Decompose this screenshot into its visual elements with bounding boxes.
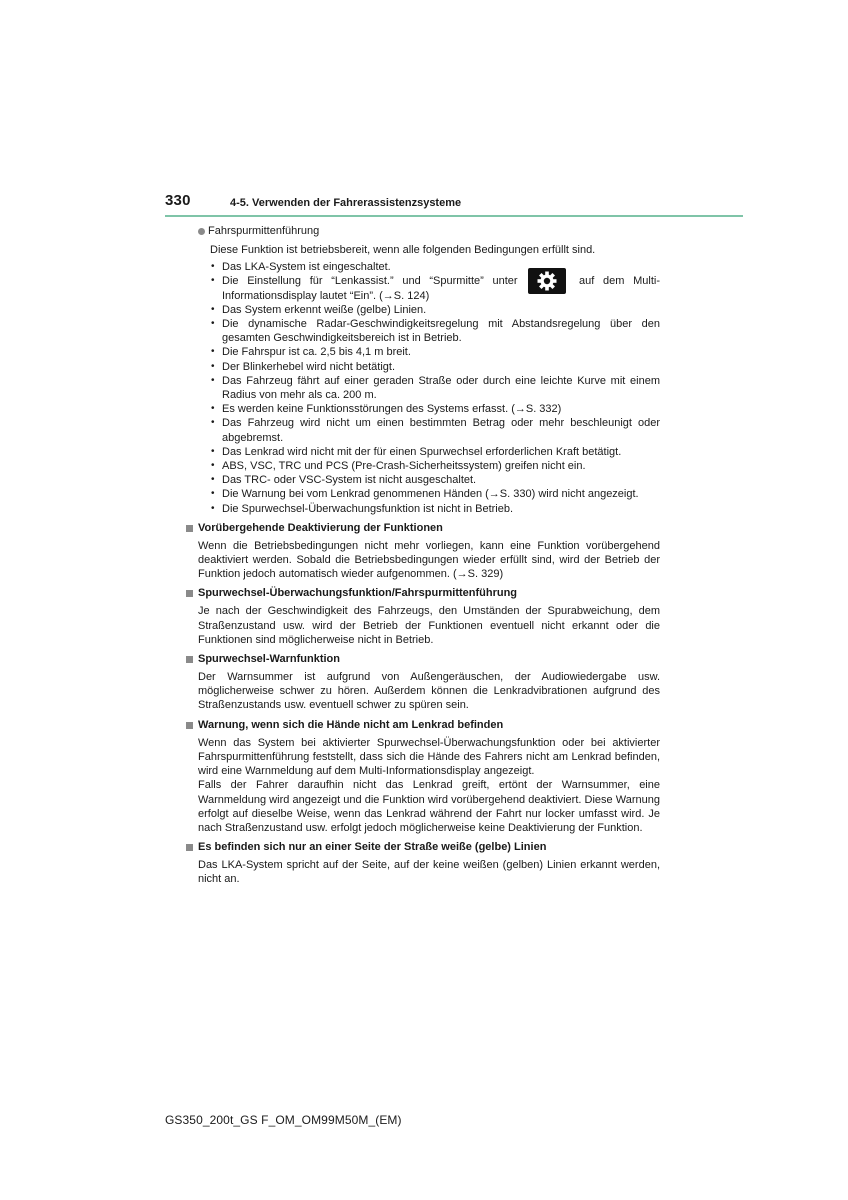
condition-item: • Das Fahrzeug fährt auf einer geraden Straße oder durch eine leichte Kurve mit einem Radius von mehr als ca. 200 m. — [210, 374, 660, 402]
condition-item: • ABS, VSC, TRC und PCS (Pre-Crash-Sicherheitssystem) greifen nicht ein. — [210, 459, 660, 473]
section-heading-warnfunktion — [186, 652, 660, 667]
condition-text: auf dem Multi-Informationsdisplay lautet “Ein”. (→S. 124) — [222, 275, 661, 302]
condition-text: Die Einstellung für “Lenkassist.” und “Spurmitte” unter — [222, 275, 518, 288]
condition-item: • Das Lenkrad wird nicht mit der für einen Spurwechsel erforderlichen Kraft betätigt. — [210, 445, 660, 459]
section-heading-text: Es befinden sich nur an einer Seite der Straße weiße (gelbe) Linien — [198, 841, 547, 854]
square-bullet-icon — [186, 590, 193, 597]
footer-code: GS350_200t_GS F_OM_OM99M50M_(EM) — [165, 1113, 402, 1127]
condition-item: • Der Blinkerhebel wird nicht betätigt. — [210, 360, 660, 374]
section-heading-text: Vorübergehende Deaktivierung der Funktionen — [198, 521, 443, 534]
section-heading-text: Spurwechsel-Warnfunktion — [198, 653, 340, 666]
section-heading-text: Spurwechsel-Überwachungsfunktion/Fahrspurmittenführung — [198, 587, 518, 600]
section-body: Falls der Fahrer daraufhin nicht das Lenkrad greift, ertönt der Warnsummer, eine Warnmeldung wird angezeigt und die Funktion wird vorübergehend deaktiviert. Diese Warnung erfolgt auf dieselbe Weise, wenn das Lenkrad während der Fahrt nur locker umfasst wird. Je nach Straßenzustand usw. erfolgt jedoch möglicherweise keine Deaktivierung der Funktion. — [198, 779, 660, 834]
square-bullet-icon — [186, 844, 193, 851]
condition-item: • Das TRC- oder VSC-System ist nicht ausgeschaltet. — [210, 473, 660, 487]
round-bullet-icon — [198, 228, 205, 235]
condition-item: • Das Fahrzeug wird nicht um einen bestimmten Betrag oder mehr beschleunigt oder abgebremst. — [210, 416, 660, 444]
gear-icon — [536, 271, 558, 291]
square-bullet-icon — [186, 722, 193, 729]
fahrspur-intro: Diese Funktion ist betriebsbereit, wenn alle folgenden Bedingungen erfüllt sind. — [210, 244, 596, 256]
header-rule — [165, 215, 743, 217]
page-number: 330 — [165, 192, 191, 209]
section-body: Wenn das System bei aktivierter Spurwechsel-Überwachungsfunktion oder bei aktivierter Fahrspurmittenführung feststellt, dass sich die Hände des Fahrers nicht am Lenkrad befinden, wird eine Warnmeldung auf dem Multi-Informationsdisplay angezeigt. — [198, 736, 660, 778]
condition-item — [210, 274, 660, 302]
condition-item: • Die dynamische Radar-Geschwindigkeitsregelung mit Abstandsregelung über den gesamten Geschwindigkeitsbereich ist in Betrieb. — [210, 317, 660, 345]
square-bullet-icon — [186, 525, 193, 532]
section-title: 4-5. Verwenden der Fahrerassistenzsysteme — [230, 197, 462, 209]
section-body: Je nach der Geschwindigkeit des Fahrzeugs, den Umständen der Spurabweichung, dem Straßenzustand usw. wird der Betrieb der Funktionen eventuell nicht erkannt oder die Funktionen sind möglicherweise nicht in Betrieb. — [198, 605, 660, 646]
square-bullet-icon — [186, 656, 193, 663]
section-heading-ueberwachung — [186, 586, 660, 601]
condition-list — [186, 260, 660, 516]
main-content — [186, 224, 660, 887]
section-heading-text: Warnung, wenn sich die Hände nicht am Lenkrad befinden — [198, 718, 504, 731]
section-heading-linien — [186, 840, 660, 855]
settings-badge — [528, 268, 566, 294]
condition-item: • Die Warnung bei vom Lenkrad genommenen Händen (→S. 330) wird nicht angezeigt. — [210, 487, 660, 501]
fahrspur-title: Fahrspurmittenführung — [208, 225, 320, 237]
section-body: Der Warnsummer ist aufgrund von Außengeräuschen, der Audiowiedergabe usw. möglicherweise schwer zu hören. Außerdem können die Lenkradvibrationen aufgrund des Straßenzustands usw. eventuell schwer zu spüren sein. — [198, 671, 660, 712]
section-heading-haende — [186, 718, 660, 733]
section-heading-deaktivierung — [186, 521, 660, 536]
condition-item: • Das LKA-System ist eingeschaltet. — [210, 260, 660, 274]
condition-item: • Die Spurwechsel-Überwachungsfunktion ist nicht in Betrieb. — [210, 502, 660, 516]
section-body: Das LKA-System spricht auf der Seite, auf der keine weißen (gelben) Linien erkannt werden, nicht an. — [198, 859, 660, 886]
condition-item: • Das System erkennt weiße (gelbe) Linien. — [210, 303, 660, 317]
section-body: Wenn die Betriebsbedingungen nicht mehr vorliegen, kann eine Funktion vorübergehend deaktiviert werden. Sobald die Betriebsbedingungen wieder erfüllt sind, wird der Betrieb der Funktion jedoch automatisch wieder aufgenommen. (→S. 329) — [198, 539, 660, 581]
fahrspur-heading — [186, 224, 660, 239]
condition-item: • Es werden keine Funktionsstörungen des Systems erfasst. (→S. 332) — [210, 402, 660, 416]
condition-item: • Die Fahrspur ist ca. 2,5 bis 4,1 m breit. — [210, 345, 660, 359]
